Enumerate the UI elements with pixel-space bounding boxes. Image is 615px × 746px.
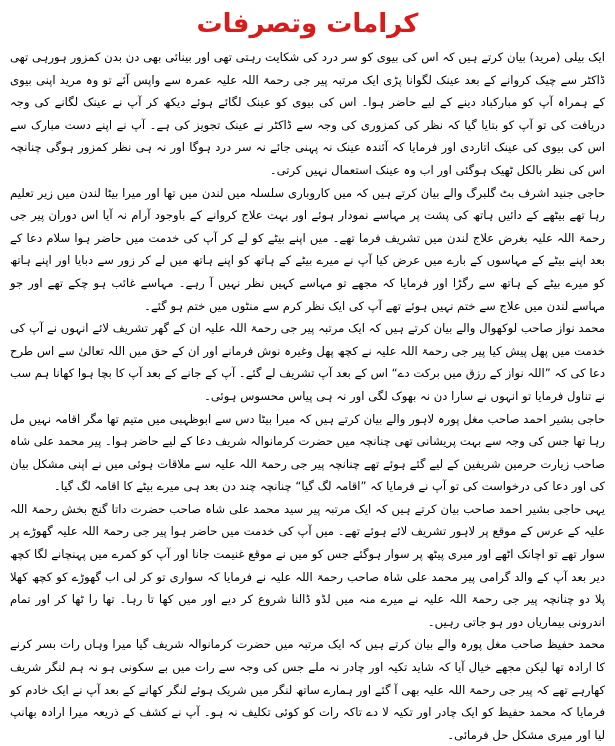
- paragraph-5: یہی حاجی بشیر احمد صاحب بیان کرتے ہیں کہ ایک مرتبہ پیر سید محمد علی شاہ صاحب حضرت داتا گنج بخش رحمۃ اللہ علیہ کے عرس کے موقع پر لاہور تشریف لائے ہوئے تھے۔ میں آپ کی خدمت میں حاضر ہوا پیر جی رحمۃ اللہ علیہ گھوڑے پر سوار تھے تو اچانک اٹھے اور میری پیٹھ پر سوار ہوگئے جس کو میں نے موقع غنیمت جانا اور آپ کو کمرے میں پہنچانے لگا کچھ دیر بعد آپ کے والد گرامی پیر محمد علی شاہ صاحب رحمۃ اللہ علیہ نے فرمایا کہ سواری تو کر لی اب گھوڑے کو کچھ کھلا پلا دو چنانچہ پیر جی رحمۃ اللہ علیہ نے میرے منہ میں لڈو ڈالنا شروع کر دیے اور میں کھا تا رہا۔ تھا را ٹھا کر اور تمام اندرونی بیماریاں دور ہو جاتی رہیں۔: [10, 501, 605, 629]
- paragraph-6: محمد حفیظ صاحب مغل پورہ والے بیان کرتے ہیں کہ ایک مرتبہ میں حضرت کرمانوالہ شریف گیا میرا وہاں رات بسر کرنے کا ارادہ تھا لیکن مجھے خیال آیا کہ شاید تکیہ اور چادر نہ ملے جس کی وجہ سے رات میں بے سکونی ہو نہ ہم لنگر شریف کھارہے تھے کہ پیر جی رحمۃ اللہ علیہ بھی آ گئے اور ہمارے ساتھ لنگر میں شریک ہوئے لنگر کھانے کے بعد آپ نے ایک خادم کو فرمایا کہ محمد حفیظ کو ایک چادر اور تکیہ لا دے تاکہ رات کو کوئی تکلیف نہ ہو۔ آپ نے کشف کے ذریعہ میرا ارادہ بھانپ لیا اور میری مشکل حل فرمائی۔: [10, 637, 605, 742]
- paragraph-1: ایک بیلی (مرید) بیان کرتے ہیں کہ اس کی بیوی کو سر درد کی شکایت رہتی تھی اور بینائی بھی دن بدن کمزور ہورہی تھی ڈاکٹر سے چیک کروانے کے بعد عینک لگوانا پڑی ایک مرتبہ پیر جی رحمۃ اللہ علیہ عمرہ سے واپس آئے تو وہ مرید اپنی بیوی کے ہمراہ آپ کو مبارکباد دینے کے لیے حاضر ہوا۔ اس کی بیوی کو عینک لگائے ہوئے دیکھ کر آپ نے عینک لگانے کی وجہ دریافت کی تو آپ کو بتایا گیا کہ نظر کی کمزوری کی وجہ سے ڈاکٹر نے عینک تجویز کی ہے۔ آپ نے اپنے دست مبارک سے اس کی بیوی کی عینک اتاردی اور فرمایا کہ آئندہ عینک نہ پہنی جائے نہ سر درد ہوگا اور نہ ہی نظر کمزور ہوگی چنانچہ اس کی نظر بالکل ٹھیک ہوگئی اور اب وہ عینک استعمال نہیں کرتی۔: [10, 50, 605, 177]
- paragraph-4: حاجی بشیر احمد صاحب مغل پورہ لاہور والے بیان کرتے ہیں کہ میرا بیٹا دس سے ابوظہبی میں متیم تھا مگر اقامہ نہیں مل رہا تھا جس کی وجہ سے بہت پریشانی تھی چنانچہ میں حضرت کرمانوالہ شریف دعا کے لیے حاضر ہوا۔ پیر محمد علی شاہ صاحب زیارت حرمین شریفین کے لیے گئے ہوئے تھے چنانچہ پیر جی رحمۃ اللہ علیہ سے ملاقات ہوئی میں نے اپنی مشکل بیان کی اور دعا کی درخواست کی تو آپ نے فرمایا کہ ”اقامہ لگ گیا“ چنانچہ چند دن بعد ہی میرے بیٹے کا اقامہ لگ گیا۔: [10, 411, 605, 494]
- page-title: کرامات وتصرفات: [196, 9, 419, 39]
- article-body: [10, 46, 605, 746]
- paragraph-3: محمد نواز صاحب لوکھوال والے بیان کرتے ہیں کہ ایک مرتبہ پیر جی رحمۃ اللہ علیہ ان کے گھر تشریف لائے انہوں نے آپ کی خدمت میں پھل پیش کیا پیر جی رحمۃ اللہ علیہ نے کچھ پھل وغیرہ نوش فرمانے اور ان کے حق میں اللہ تعالیٰ سے اس طرح دعا کی کہ ”اللہ نواز کے رزق میں برکت دے“ اس کے بعد آپ تشریف لے گئے۔ آپ کے جانے کے بعد آپ کا بچا ہوا کھانا ہم سب نے تناول فرمایا تو انہوں نے سارا دن نہ بھوک لگی اور نہ ہی پیاس محسوس ہوئی۔: [10, 321, 605, 403]
- paragraph-2: حاجی جنید اشرف بٹ گلبرگ والے بیان کرتے ہیں کہ میں کاروباری سلسلہ میں لندن میں تھا اور میرا بیٹا لندن میں زیر تعلیم رہا تھے بیٹھے کے دائیں ہاتھ کی پشت پر مہاسے نمودار ہوئے اور بہت علاج کروانے کے باوجود آرام نہ آیا اس دوران پیر جی رحمۃ اللہ علیہ بغرض علاج لندن میں تشریف فرما تھے۔ میں اپنے بیٹے کو لے کر آپ کی خدمت میں حاضر ہوا سلام دعا کے بعد اپنے بیٹے کے مہاسوں کے بارے میں عرض کیا آپ نے میرے بیٹے کے ہاتھ کو اپنے ہاتھ میں لے کر زور سے دبایا اور اپنے ہاتھ کو میرے بیٹے کے ہاتھ سے رگڑا اور فرمایا کہ مجھے تو مہاسے کہیں نظر نہیں آ رہے۔ مہاسے غائب ہو چکے تھے اور جو مہاسے لندن میں علاج سے ختم نہیں ہوئے تھے آپ کی ایک نظر کرم سے منٹوں میں ختم ہو گئے۔: [10, 185, 605, 313]
